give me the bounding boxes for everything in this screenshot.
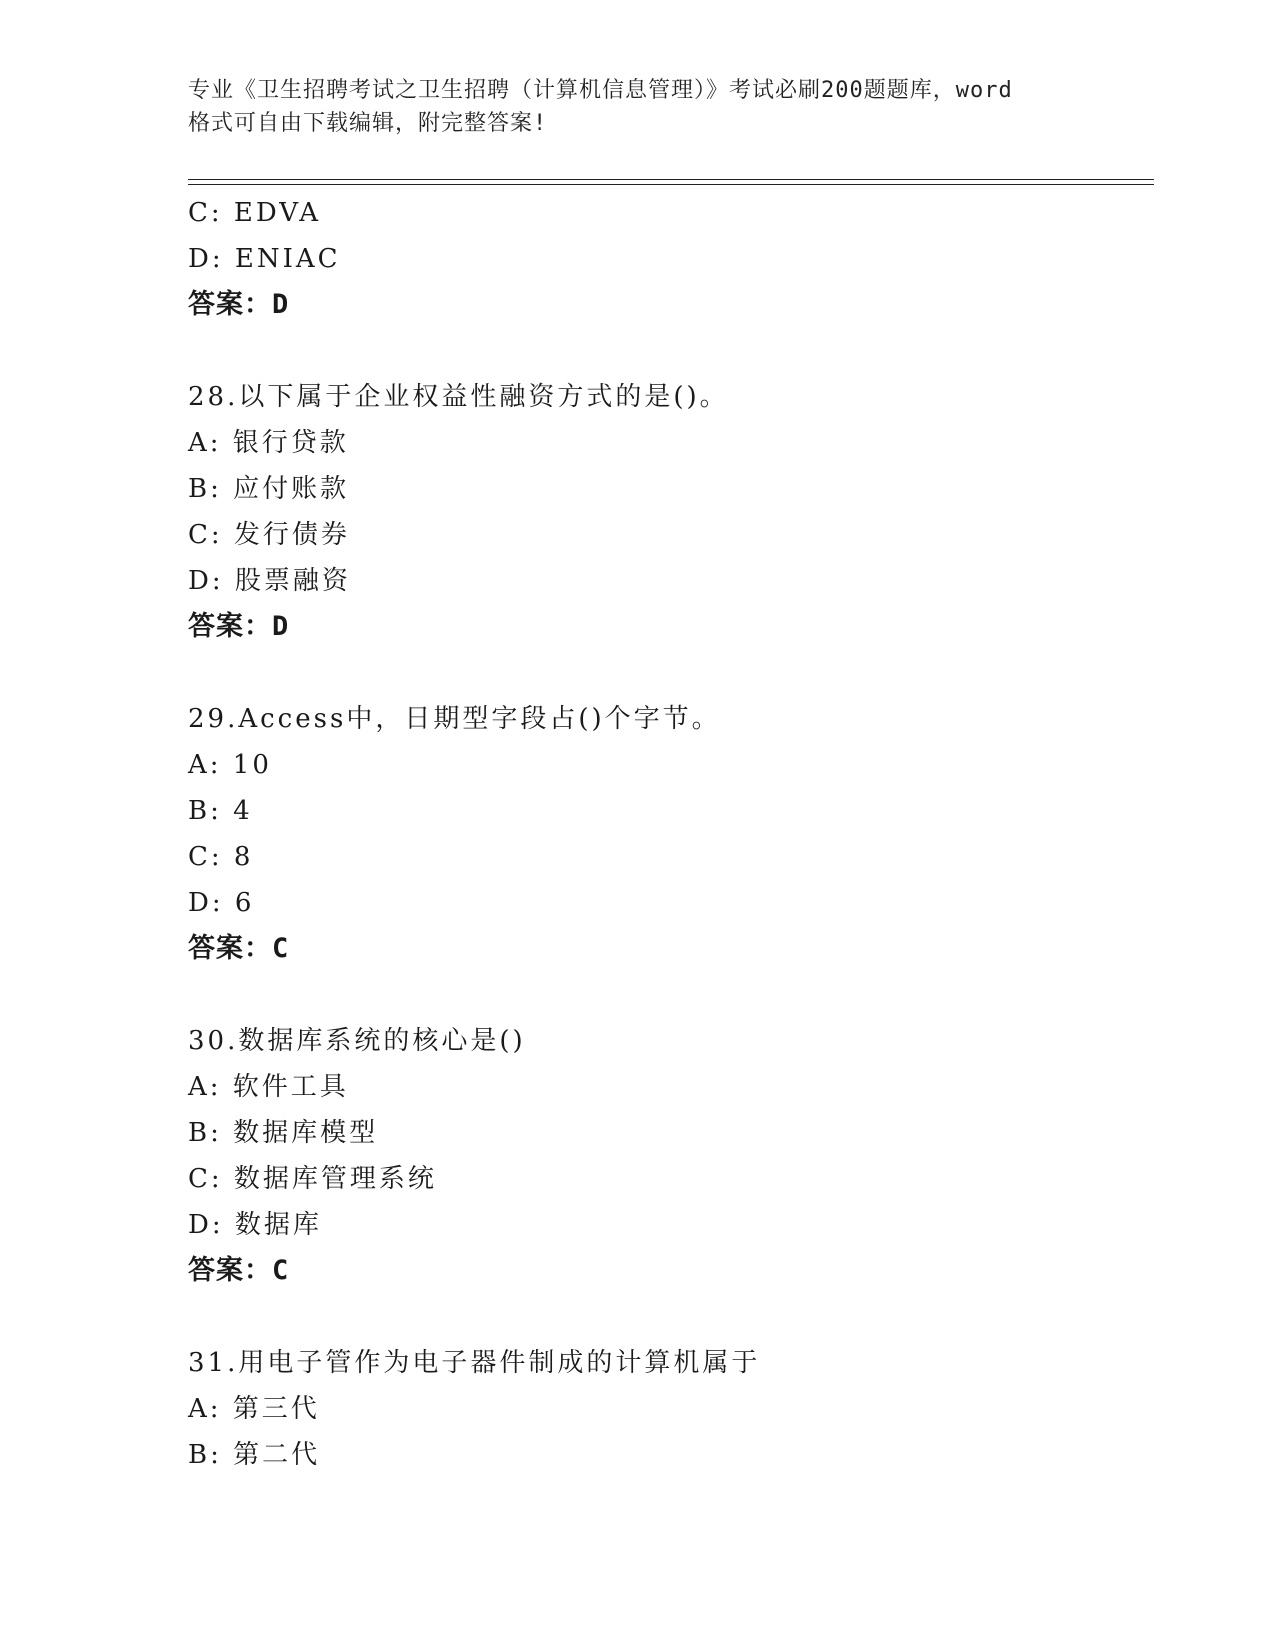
- document-header: [188, 74, 1088, 140]
- option-d: D: 6: [188, 888, 255, 918]
- answer-line: 答案：C: [188, 933, 290, 964]
- spacer: [188, 650, 1148, 696]
- option-b: B: 4: [188, 796, 253, 826]
- header-divider-bottom: [188, 184, 1154, 185]
- option-d: D: 数据库: [188, 1210, 322, 1240]
- question-30: [188, 1018, 1148, 1294]
- question-fragment: [188, 190, 1148, 328]
- answer-line: 答案：D: [188, 289, 290, 320]
- option-b: B: 第二代: [188, 1440, 321, 1470]
- header-title-line-2: 格式可自由下载编辑，附完整答案!: [188, 111, 548, 136]
- option-a: A: 软件工具: [188, 1072, 349, 1102]
- question-text: 30.数据库系统的核心是(): [188, 1026, 526, 1056]
- question-text: 31.用电子管作为电子器件制成的计算机属于: [188, 1348, 761, 1378]
- spacer: [188, 328, 1148, 374]
- option-a: A: 10: [188, 750, 272, 780]
- option-c: C: 数据库管理系统: [188, 1164, 437, 1194]
- option-c: C: 发行债券: [188, 520, 350, 550]
- question-28: [188, 374, 1148, 650]
- option-c: C: EDVA: [188, 198, 322, 228]
- question-text: 28.以下属于企业权益性融资方式的是()。: [188, 382, 729, 412]
- question-list: [188, 190, 1148, 1478]
- option-a: A: 银行贷款: [188, 428, 349, 458]
- option-b: B: 应付账款: [188, 474, 350, 504]
- header-title-line-1: 专业《卫生招聘考试之卫生招聘（计算机信息管理）》考试必刷200题题库，word: [188, 78, 1013, 103]
- option-b: B: 数据库模型: [188, 1118, 379, 1148]
- question-31: [188, 1340, 1148, 1478]
- header-divider-top: [188, 179, 1154, 180]
- answer-line: 答案：C: [188, 1255, 290, 1286]
- spacer: [188, 1294, 1148, 1340]
- option-d: D: ENIAC: [188, 244, 341, 274]
- option-a: A: 第三代: [188, 1394, 320, 1424]
- answer-line: 答案：D: [188, 611, 290, 642]
- question-text: 29.Access中，日期型字段占()个字节。: [188, 704, 721, 734]
- question-29: [188, 696, 1148, 972]
- option-d: D: 股票融资: [188, 566, 351, 596]
- option-c: C: 8: [188, 842, 254, 872]
- spacer: [188, 972, 1148, 1018]
